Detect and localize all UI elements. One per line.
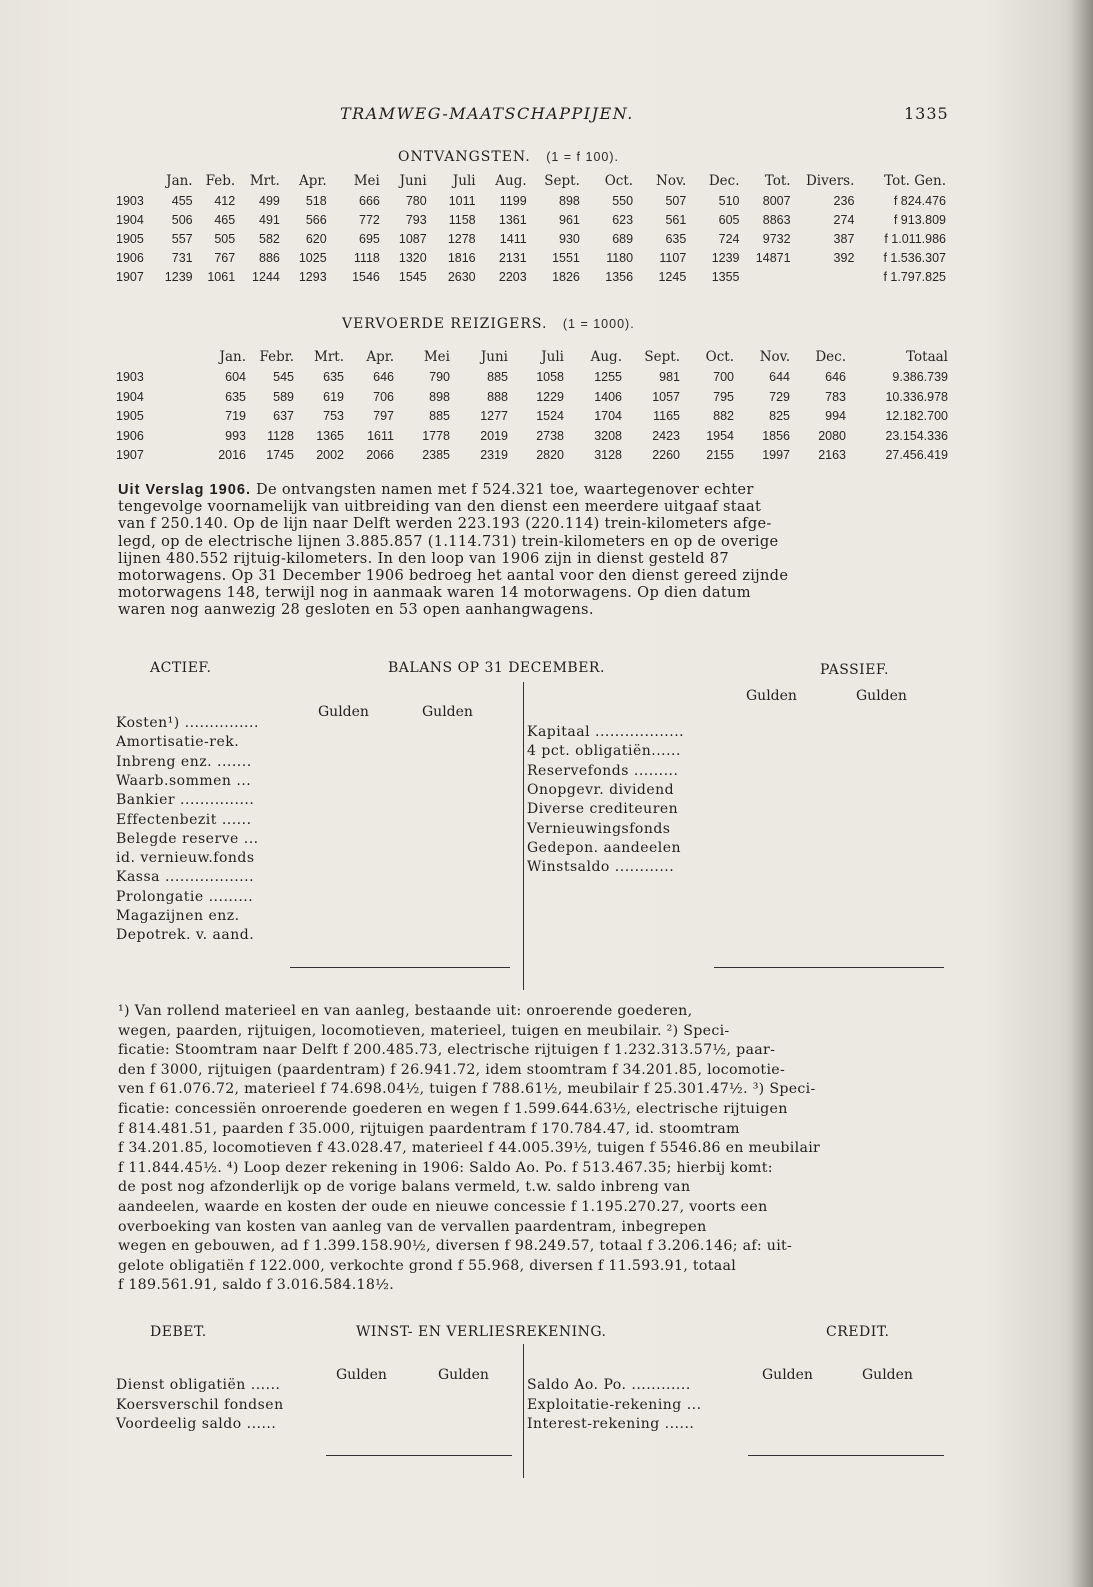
footnote-line: ¹) Van rollend materieel en van aanleg, bestaande uit: onroerende goederen, <box>118 1003 693 1019</box>
verslag-line <box>118 601 946 618</box>
table-cell: 2080 <box>818 428 846 443</box>
table-cell: 2203 <box>498 269 527 284</box>
table-cell: 635 <box>665 231 687 246</box>
table-cell: 719 <box>225 409 246 424</box>
column-header: Tot. Gen. <box>884 172 946 189</box>
table-cell: 1165 <box>653 409 680 424</box>
table-cell: 731 <box>171 250 193 265</box>
actief-label: Prolongatie ......... <box>116 888 254 905</box>
table-cell: 3128 <box>594 448 622 463</box>
table-cell: 2319 <box>480 448 508 463</box>
passief-label: Diverse crediteuren <box>527 801 679 818</box>
row-year: 1905 <box>116 409 144 424</box>
column-header: Mrt. <box>314 348 344 365</box>
table-cell: 886 <box>259 250 280 265</box>
column-header: Oct. <box>705 348 734 365</box>
table-cell: 387 <box>833 231 855 246</box>
footnote-line: wegen, paarden, rijtuigen, locomotieven, materieel, tuigen en meubilair. ²) Speci- <box>118 1022 730 1039</box>
table-cell: 1128 <box>267 428 294 443</box>
table-cell: 646 <box>373 370 394 385</box>
passief-unit-1905: Gulden <box>856 688 907 704</box>
footnote-line: gelote obligatiën f 122.000, verkochte grond f 55.968, diversen f 11.593.91, totaal <box>118 1257 737 1274</box>
table-cell: 2423 <box>652 428 680 443</box>
table-cell: 499 <box>259 193 280 208</box>
table-cell: 1058 <box>536 370 564 385</box>
column-header: Tot. <box>764 172 791 189</box>
column-header: Apr. <box>366 348 394 365</box>
column-header: Febr. <box>259 348 294 365</box>
table-cell: 790 <box>429 370 450 385</box>
actief-label: Belegde reserve ... <box>116 830 259 847</box>
table-cell: 930 <box>559 231 580 246</box>
table-cell: 635 <box>323 370 344 385</box>
table-cell: 1180 <box>606 250 634 265</box>
table-cell: 1061 <box>207 269 236 284</box>
column-header: Nov. <box>656 172 687 189</box>
column-header: Divers. <box>805 172 855 189</box>
actief-label: Depotrek. v. aand. <box>116 927 255 944</box>
table-cell: 1244 <box>252 269 280 284</box>
table-cell: 561 <box>665 212 687 227</box>
table-cell: 882 <box>713 409 734 424</box>
table-cell: 635 <box>225 389 246 404</box>
footnote-line: f 11.844.45½. ⁴) Loop dezer rekening in 1906: Saldo Ao. Po. f 513.467.35; hierbij komt: <box>118 1159 773 1176</box>
table-cell: 1365 <box>316 428 344 443</box>
table-cell: 1745 <box>266 448 294 463</box>
passief-label: 4 pct. obligatiën...... <box>527 743 681 760</box>
verslag-line <box>118 567 946 584</box>
table-cell: 1025 <box>298 250 327 265</box>
column-header: Mrt. <box>249 172 280 189</box>
actief-label: id. vernieuw.fonds <box>116 850 255 867</box>
verslag-line <box>118 498 946 515</box>
table-cell: 582 <box>259 231 280 246</box>
table-cell: 8863 <box>762 212 791 227</box>
table-cell: 506 <box>171 212 193 227</box>
table-cell: 753 <box>323 409 344 424</box>
row-year: 1903 <box>116 193 144 208</box>
table-cell: 1355 <box>711 269 740 284</box>
table-cell: 1778 <box>422 428 450 443</box>
table-cell: 1411 <box>499 231 527 246</box>
table-cell: 646 <box>825 370 846 385</box>
passief-label: Kapitaal .................. <box>527 724 685 740</box>
actief-total-rule <box>290 967 510 968</box>
table-cell: 2260 <box>652 448 680 463</box>
table-cell: 2155 <box>706 448 734 463</box>
column-header: Sept. <box>644 348 680 365</box>
verslag-line <box>118 550 946 567</box>
balans-footnote <box>118 1002 946 1296</box>
table-row <box>116 387 948 407</box>
table-cell: 510 <box>718 193 740 208</box>
table-cell: 1954 <box>706 428 734 443</box>
table-cell: f 824.476 <box>893 193 946 208</box>
footnote-line: de post nog afzonderlijk op de vorige balans vermeld, t.w. saldo inbreng van <box>118 1179 691 1196</box>
winst-title: WINST- EN VERLIESREKENING. <box>356 1324 607 1340</box>
actief-label: Kassa .................. <box>116 869 255 886</box>
credit-unit-1905: Gulden <box>862 1367 913 1383</box>
table-cell: 1293 <box>298 269 327 284</box>
table-cell: 898 <box>559 193 580 208</box>
table-cell: 1107 <box>659 250 687 265</box>
table-row <box>116 407 948 427</box>
column-header <box>116 170 148 191</box>
table-cell: 604 <box>225 370 246 385</box>
row-year: 1907 <box>116 269 144 284</box>
table-cell: 898 <box>429 389 450 404</box>
table-cell: 1057 <box>652 389 680 404</box>
column-header: Mei <box>353 172 380 189</box>
footnote-line: f 34.201.85, locomotieven f 43.028.47, materieel f 44.005.39½, tuigen f 5546.86 en meubilair <box>118 1140 821 1157</box>
reizigers-unit: (1 = 1000). <box>562 317 635 331</box>
table-cell: 2016 <box>218 448 246 463</box>
ontvangsten-title: ONTVANGSTEN. <box>398 149 531 165</box>
passief-label: Winstsaldo ............ <box>527 859 675 876</box>
table-cell: 888 <box>487 389 508 404</box>
table-row <box>116 191 946 210</box>
table-cell: 1356 <box>605 269 634 284</box>
credit-heading: CREDIT. <box>826 1324 890 1340</box>
table-cell: 706 <box>373 389 394 404</box>
credit-unit-1906: Gulden <box>762 1367 813 1383</box>
actief-label: Amortisatie-rek. <box>116 734 240 751</box>
table-cell: 994 <box>825 409 846 424</box>
table-cell: 767 <box>214 250 236 265</box>
table-cell: 793 <box>405 212 427 227</box>
table-cell: 1255 <box>594 370 622 385</box>
table-cell: 23.154.336 <box>885 428 948 443</box>
row-year: 1906 <box>116 250 144 265</box>
table-cell: 885 <box>487 370 508 385</box>
column-header: Feb. <box>205 172 236 189</box>
verslag-text: waren nog aanwezig 28 gesloten en 53 open aanhangwagens. <box>118 601 594 619</box>
column-header: Sept. <box>544 172 580 189</box>
actief-label: Bankier ............... <box>116 792 255 809</box>
passief-label: Onopgevr. dividend <box>527 781 675 798</box>
row-year: 1905 <box>116 231 144 246</box>
table-cell: 1997 <box>762 448 790 463</box>
column-header: Juni <box>399 172 427 189</box>
ontvangsten-table <box>116 170 946 286</box>
verslag-line <box>118 584 946 601</box>
table-cell: 545 <box>273 370 294 385</box>
column-header: Apr. <box>299 172 327 189</box>
table-cell: 1361 <box>498 212 527 227</box>
table-cell: 666 <box>359 193 380 208</box>
table-cell: 637 <box>273 409 294 424</box>
column-header: Nov. <box>759 348 790 365</box>
actief-heading: ACTIEF. <box>150 660 212 676</box>
verslag-text: lijnen 480.552 rijtuig-kilometers. In den loop van 1906 zijn in dienst gesteld 87 <box>118 549 729 567</box>
table-cell: 455 <box>171 193 193 208</box>
table-cell: 1239 <box>711 250 740 265</box>
table-cell: 644 <box>769 370 790 385</box>
column-header: Mei <box>423 348 450 365</box>
table-cell: 9.386.739 <box>892 370 948 385</box>
verslag-line <box>118 533 946 550</box>
verslag-line <box>118 515 946 532</box>
row-year: 1904 <box>116 389 144 404</box>
passief-label: Gedepon. aandeelen <box>527 839 682 856</box>
table-cell: 2002 <box>316 448 344 463</box>
table-cell: 12.182.700 <box>885 409 948 424</box>
table-row <box>116 446 948 466</box>
column-header: Oct. <box>604 172 634 189</box>
table-cell: 412 <box>214 193 236 208</box>
table-cell: 2066 <box>366 448 394 463</box>
running-title: TRAMWEG-MAATSCHAPPIJEN. <box>340 104 634 123</box>
table-cell: 1611 <box>367 428 394 443</box>
table-cell: 236 <box>833 193 855 208</box>
table-cell: 1545 <box>398 269 427 284</box>
debet-label: Dienst obligatiën ...... <box>116 1377 281 1393</box>
row-year: 1906 <box>116 428 144 443</box>
reizigers-heading <box>342 316 635 332</box>
column-header: Dec. <box>815 348 846 365</box>
credit-label: Interest-rekening ...... <box>527 1416 695 1432</box>
table-cell: 695 <box>359 231 380 246</box>
table-cell: 2820 <box>536 448 564 463</box>
footnote-line: ficatie: Stoomtram naar Delft f 200.485.73, electrische rijtuigen f 1.232.313.57½, paar- <box>118 1042 776 1059</box>
reizigers-title: VERVOERDE REIZIGERS. <box>342 316 548 332</box>
table-cell: 1199 <box>499 193 527 208</box>
table-cell: 795 <box>713 389 734 404</box>
table-cell: 550 <box>612 193 634 208</box>
table-cell: 1524 <box>536 409 564 424</box>
verslag-text: motorwagens. Op 31 December 1906 bedroeg het aantal voor den dienst gereed zijnde <box>118 566 789 584</box>
table-cell: 700 <box>713 370 734 385</box>
table-cell: 9732 <box>762 231 791 246</box>
table-cell: 1816 <box>447 250 476 265</box>
actief-unit-1905: Gulden <box>422 704 473 720</box>
table-cell: 2630 <box>447 269 476 284</box>
table-cell: 689 <box>612 231 634 246</box>
table-cell: 1546 <box>352 269 380 284</box>
footnote-line: f 814.481.51, paarden f 35.000, rijtuigen paardentram f 170.784.47, id. stoomtram <box>118 1120 740 1137</box>
table-cell: 465 <box>214 212 236 227</box>
actief-label: Kosten¹) ............... <box>116 715 259 731</box>
table-cell: 8007 <box>762 193 791 208</box>
table-cell: 993 <box>225 428 246 443</box>
table-cell: 620 <box>305 231 327 246</box>
table-cell: 772 <box>359 212 380 227</box>
reizigers-header-row <box>116 346 948 368</box>
table-cell <box>791 267 855 286</box>
table-cell: 797 <box>373 409 394 424</box>
table-cell: 780 <box>405 193 427 208</box>
table-row <box>116 368 948 388</box>
passief-total-rule <box>714 967 944 968</box>
table-cell: 1229 <box>536 389 564 404</box>
actief-label: Waarb.sommen ... <box>116 772 252 789</box>
table-cell: 27.456.419 <box>885 448 948 463</box>
column-header: Totaal <box>906 348 948 365</box>
table-cell: 518 <box>305 193 327 208</box>
table-cell: 1704 <box>594 409 622 424</box>
debet-total-rule <box>326 1455 512 1456</box>
table-cell: 1239 <box>164 269 193 284</box>
footnote-line: overboeking van kosten van aanleg van de vervallen paardentram, inbegrepen <box>118 1218 707 1235</box>
column-header: Jan. <box>219 348 246 365</box>
table-row <box>116 426 948 446</box>
table-cell: 589 <box>273 389 294 404</box>
table-cell: f 913.809 <box>893 212 946 227</box>
actief-label: Effectenbezit ...... <box>116 811 252 828</box>
table-cell: 2738 <box>536 428 564 443</box>
table-cell: 10.336.978 <box>885 389 948 404</box>
table-cell: 1277 <box>480 409 508 424</box>
table-cell: 825 <box>769 409 790 424</box>
passief-heading: PASSIEF. <box>820 662 889 678</box>
debet-unit-1905: Gulden <box>438 1367 489 1383</box>
debet-unit-1906: Gulden <box>336 1367 387 1383</box>
running-header <box>0 104 1093 128</box>
table-cell: 1158 <box>448 212 476 227</box>
table-cell: 505 <box>214 231 236 246</box>
table-cell: f 1.536.307 <box>883 250 946 265</box>
table-cell: 1320 <box>398 250 427 265</box>
table-row <box>116 248 946 267</box>
verslag-text: van f 250.140. Op de lijn naar Delft werden 223.193 (220.114) trein-kilometers afge- <box>118 515 772 533</box>
actief-label: Inbreng enz. ....... <box>116 753 252 770</box>
ontvangsten-header-row <box>116 170 946 191</box>
table-cell: 1856 <box>762 428 790 443</box>
verslag-text: De ontvangsten namen met f 524.321 toe, waartegenover echter <box>251 481 754 498</box>
table-cell: 392 <box>833 250 855 265</box>
book-spine-shadow <box>1071 0 1093 1587</box>
table-row <box>116 267 946 286</box>
passief-label: Vernieuwingsfonds <box>527 820 671 837</box>
table-cell: f 1.797.825 <box>883 269 946 284</box>
table-cell: 623 <box>612 212 634 227</box>
table-cell: 14871 <box>755 250 791 265</box>
table-cell: 2019 <box>480 428 508 443</box>
column-header: Aug. <box>495 172 527 189</box>
table-cell: 3208 <box>594 428 622 443</box>
column-header: Jan. <box>166 172 193 189</box>
column-header: Juli <box>452 172 476 189</box>
passief-label: Reservefonds ......... <box>527 762 679 779</box>
actief-label: Magazijnen enz. <box>116 908 240 924</box>
table-cell: 1826 <box>552 269 580 284</box>
ontvangsten-heading <box>398 149 619 165</box>
column-header <box>116 346 150 368</box>
verslag-text: tengevolge voornamelijk van uitbreiding van den dienst een meerdere uitgaaf staat <box>118 498 762 516</box>
table-cell <box>740 267 791 286</box>
table-cell: 1245 <box>658 269 687 284</box>
table-cell: 729 <box>769 389 790 404</box>
footnote-line: aandeelen, waarde en kosten der oude en nieuwe concessie f 1.195.270.27, voorts een <box>118 1198 768 1215</box>
winst-divider <box>523 1344 524 1478</box>
balans-divider <box>523 682 524 990</box>
table-cell: 274 <box>833 212 855 227</box>
table-cell: f 1.011.986 <box>884 231 946 246</box>
footnote-line: ficatie: concessiën onroerende goederen en wegen f 1.599.644.63½, electrische rijtuigen <box>118 1100 788 1117</box>
column-header: Dec. <box>708 172 740 189</box>
reizigers-table <box>116 346 948 465</box>
debet-label: Voordeelig saldo ...... <box>116 1416 277 1432</box>
row-year: 1907 <box>116 448 144 463</box>
table-cell: 557 <box>171 231 193 246</box>
table-cell: 885 <box>429 409 450 424</box>
column-header: Juni <box>480 348 508 365</box>
table-cell: 1087 <box>398 231 427 246</box>
debet-label: Koersverschil fondsen <box>116 1396 284 1413</box>
table-row <box>116 229 946 248</box>
column-header: Aug. <box>590 348 622 365</box>
table-cell: 1551 <box>552 250 580 265</box>
table-cell: 1118 <box>353 250 380 265</box>
table-row <box>116 210 946 229</box>
credit-label: Saldo Ao. Po. ............ <box>527 1377 691 1393</box>
page-number: 1335 <box>904 104 949 123</box>
table-cell: 507 <box>665 193 687 208</box>
column-header: Juli <box>541 348 564 365</box>
table-cell: 1278 <box>447 231 476 246</box>
ontvangsten-unit: (1 = f 100). <box>546 150 619 164</box>
table-cell: 783 <box>825 389 846 404</box>
actief-unit-1906: Gulden <box>318 704 369 720</box>
debet-heading: DEBET. <box>150 1324 207 1340</box>
balans-title: BALANS OP 31 DECEMBER. <box>388 660 605 676</box>
table-cell: 724 <box>718 231 740 246</box>
table-cell: 1011 <box>448 193 476 208</box>
table-cell: 566 <box>305 212 327 227</box>
footnote-line: f 189.561.91, saldo f 3.016.584.18½. <box>118 1277 395 1294</box>
row-year: 1904 <box>116 212 144 227</box>
verslag-line <box>118 481 946 498</box>
table-cell: 2385 <box>422 448 450 463</box>
table-cell: 619 <box>323 389 344 404</box>
table-cell: 2131 <box>498 250 527 265</box>
passief-unit-1906: Gulden <box>746 688 797 704</box>
footnote-line: wegen en gebouwen, ad f 1.399.158.90½, diversen f 98.249.57, totaal f 3.206.146; af: uit- <box>118 1238 793 1255</box>
row-year: 1903 <box>116 370 144 385</box>
table-cell: 605 <box>718 212 740 227</box>
verslag-text: motorwagens 148, terwijl nog in aanmaak waren 14 motorwagens. Op dien datum <box>118 584 751 602</box>
verslag-lead: Uit Verslag 1906. <box>118 482 252 498</box>
table-cell: 1406 <box>594 389 622 404</box>
table-cell: 2163 <box>818 448 846 463</box>
footnote-line: ven f 61.076.72, materieel f 74.698.04½, tuigen f 788.61½, meubilair f 25.301.47½. ³) Speci- <box>118 1081 816 1098</box>
table-cell: 981 <box>659 370 680 385</box>
verslag-paragraph <box>118 481 946 619</box>
footnote-line: den f 3000, rijtuigen (paardentram) f 26.941.72, idem stoomtram f 34.201.85, locomotie- <box>118 1061 786 1078</box>
table-cell: 961 <box>559 212 580 227</box>
verslag-text: legd, op de electrische lijnen 3.885.857 (1.114.731) trein-kilometers en op de overige <box>118 532 779 550</box>
credit-total-rule <box>748 1455 944 1456</box>
credit-label: Exploitatie-rekening ... <box>527 1396 702 1413</box>
table-cell: 491 <box>259 212 280 227</box>
